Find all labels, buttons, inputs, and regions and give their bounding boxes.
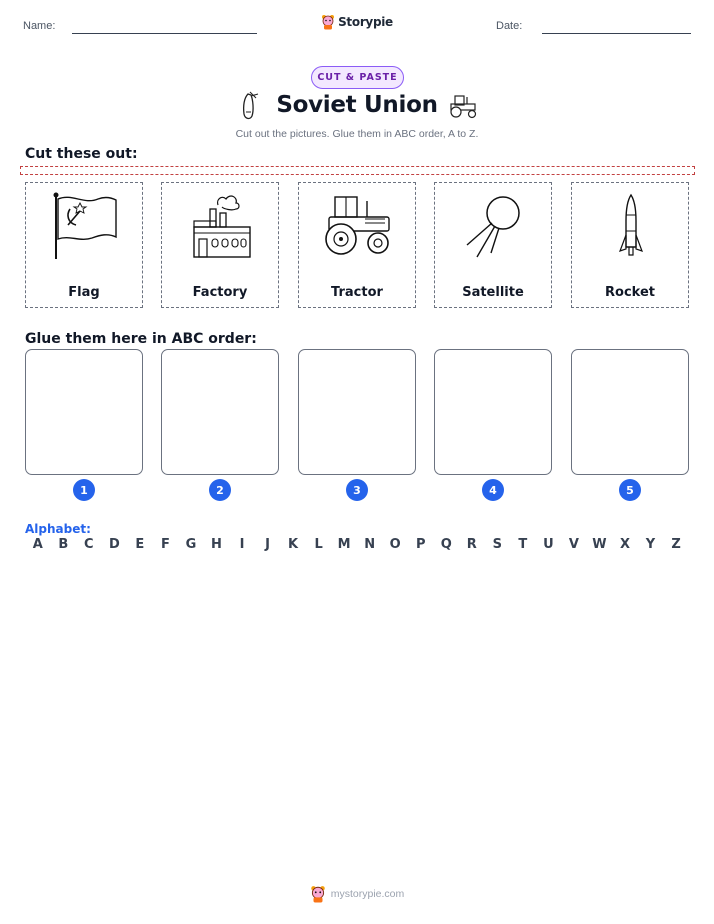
glue-slot-5[interactable] [571, 349, 689, 475]
instructions: Cut out the pictures. Glue them in ABC order, A to Z. [235, 128, 479, 140]
alphabet-letter: C [84, 537, 94, 552]
satellite-icon [459, 191, 529, 261]
cut-card-satellite[interactable] [434, 182, 552, 308]
glue-slot-3[interactable] [298, 349, 416, 475]
storypie-mascot-icon [321, 14, 335, 30]
name-label: Name: [23, 20, 56, 32]
tractor-small-icon [447, 93, 479, 119]
cut-card-factory[interactable] [161, 182, 279, 308]
alphabet-letter: H [211, 537, 222, 552]
alphabet-letter: P [415, 537, 426, 552]
alphabet-letter: S [492, 537, 502, 552]
alphabet-letter: R [466, 537, 477, 552]
name-line[interactable] [72, 33, 257, 34]
alphabet-letter: G [185, 537, 197, 552]
alphabet-title: Alphabet: [25, 522, 91, 536]
alphabet-letter: B [58, 537, 69, 552]
alphabet-row [25, 537, 689, 552]
cut-line [20, 166, 695, 175]
alphabet-letter: X [619, 537, 630, 552]
card-label: Tractor [331, 285, 383, 300]
storypie-mascot-icon [310, 885, 326, 903]
alphabet-letter: M [337, 537, 351, 552]
alphabet-letter: J [265, 537, 270, 552]
alphabet-letter: K [288, 537, 299, 552]
slot-number-badge: 3 [346, 479, 368, 501]
alphabet-letter: I [239, 537, 245, 552]
card-label: Factory [192, 285, 248, 300]
tractor-icon [323, 191, 393, 261]
alphabet-letter: U [543, 537, 554, 552]
date-label: Date: [496, 20, 523, 32]
alphabet-letter: V [568, 537, 579, 552]
page-title: Soviet Union [276, 92, 438, 118]
alphabet-letter: E [135, 537, 145, 552]
glue-slot-1[interactable] [25, 349, 143, 475]
glue-heading: Glue them here in ABC order: [25, 331, 257, 347]
alphabet-letter: A [32, 537, 43, 552]
cut-heading: Cut these out: [25, 146, 138, 162]
alphabet-letter: W [592, 537, 607, 552]
card-label: Rocket [605, 285, 655, 300]
flag-icon [50, 191, 120, 261]
date-line[interactable] [542, 33, 691, 34]
cut-card-rocket[interactable] [571, 182, 689, 308]
alphabet-letter: O [389, 537, 401, 552]
slot-number-badge: 4 [482, 479, 504, 501]
factory-icon [186, 191, 256, 261]
card-label: Satellite [462, 285, 524, 300]
alphabet-letter: Z [671, 537, 681, 552]
alphabet-letter: N [364, 537, 376, 552]
alphabet-letter: L [314, 537, 323, 552]
alphabet-letter: D [108, 537, 120, 552]
brand-name: Storypie [338, 15, 393, 29]
cut-card-flag[interactable] [25, 182, 143, 308]
alphabet-letter: T [518, 537, 528, 552]
card-label: Flag [68, 285, 100, 300]
slot-number-badge: 2 [209, 479, 231, 501]
alphabet-letter: Q [440, 537, 452, 552]
slot-number-badge: 1 [73, 479, 95, 501]
brand-logo [0, 14, 714, 30]
glue-slot-2[interactable] [161, 349, 279, 475]
alphabet-letter: F [160, 537, 170, 552]
footer [0, 885, 714, 903]
cut-paste-badge: CUT & PASTE [311, 66, 404, 89]
alphabet-letter: Y [645, 537, 656, 552]
footer-url[interactable]: mystorypie.com [330, 888, 405, 900]
cut-card-tractor[interactable] [298, 182, 416, 308]
slot-number-badge: 5 [619, 479, 641, 501]
rocket-icon [596, 191, 666, 261]
glue-slot-4[interactable] [434, 349, 552, 475]
